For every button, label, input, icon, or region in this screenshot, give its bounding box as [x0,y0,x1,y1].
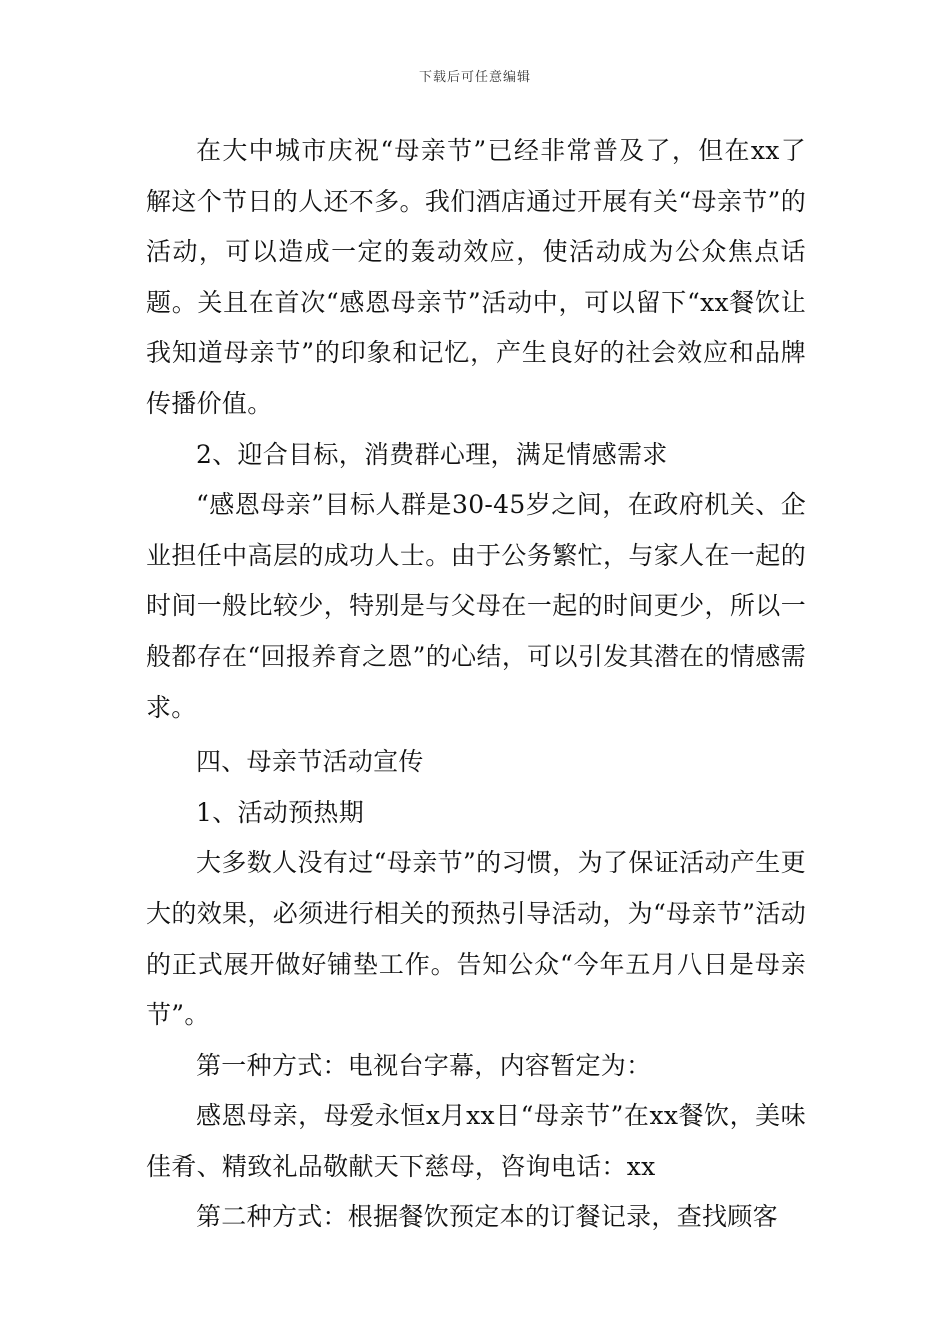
paragraph-warmup: 大多数人没有过“母亲节”的习惯，为了保证活动产生更大的效果，必须进行相关的预热引导活动，为“母亲节”活动的正式展开做好铺垫工作。告知公众“今年五月八日是母亲节”。 [146,848,806,1030]
paragraph-method-one: 第一种方式：电视台字幕，内容暂定为： [196,1050,652,1080]
paragraph-intro: 在大中城市庆祝“母亲节”已经非常普及了，但在xx了解这个节日的人还不多。我们酒店通过开展有关“母亲节”的活动，可以造成一定的轰动效应，使活动成为公众焦点话题。关且在首次“感恩母亲节”活动中，可以留下“xx餐饮让我知道母亲节”的印象和记忆，产生良好的社会效应和品牌传播价值。 [146,136,806,418]
section-heading-warmup: 1、活动预热期 [196,797,365,827]
section-heading-promotion: 四、母亲节活动宣传 [196,747,424,777]
paragraph-target-group: “感恩母亲”目标人群是30-45岁之间，在政府机关、企业担任中高层的成功人士。由于公务繁忙，与家人在一起的时间一般比较少，特别是与父母在一起的时间更少，所以一般都存在“回报养育之恩”的心结，可以引发其潜在的情感需求。 [146,490,806,722]
document-body [146,126,806,1243]
paragraph-method-two: 第二种方式：根据餐饮预定本的订餐记录，查找顾客 [196,1202,778,1232]
page-header-note: 下载后可任意编辑 [418,70,531,85]
paragraph-tv-caption: 感恩母亲，母爱永恒x月xx日“母亲节”在xx餐饮，美味佳肴、精致礼品敬献天下慈母，咨询电话：xx [146,1101,806,1181]
section-heading-target-psychology: 2、迎合目标，消费群心理，满足情感需求 [196,439,668,469]
